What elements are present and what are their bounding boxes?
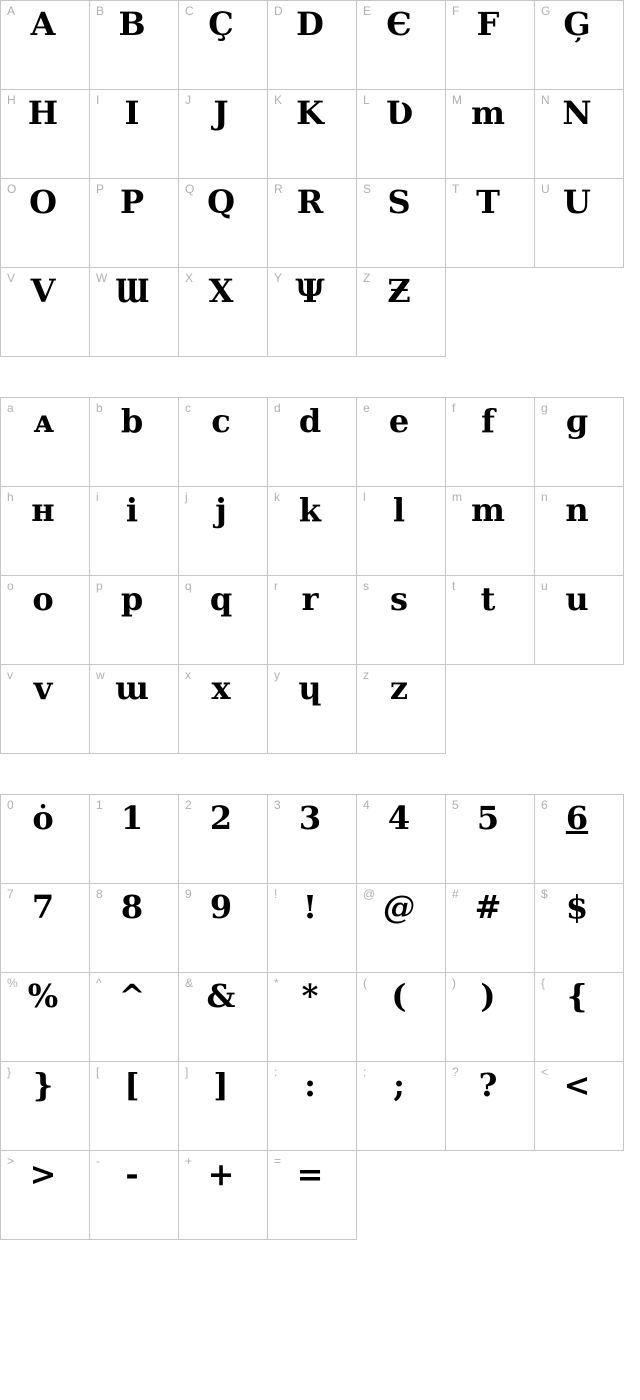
glyph-cell — [445, 486, 535, 576]
glyph-cell — [178, 0, 268, 90]
cell-character-label: c — [185, 401, 191, 415]
cell-character-label: M — [452, 93, 462, 107]
cell-character-label: ^ — [96, 976, 102, 990]
cell-character-label: ( — [363, 976, 367, 990]
cell-glyph: 4 — [387, 799, 411, 837]
cell-glyph: m — [471, 94, 505, 132]
cell-character-label: V — [7, 271, 16, 285]
cell-character-label: D — [274, 4, 283, 18]
cell-character-label: H — [7, 93, 16, 107]
cell-glyph: U — [563, 183, 591, 221]
cell-glyph: > — [29, 1155, 57, 1193]
cell-character-label: i — [96, 490, 99, 504]
glyph-row — [1, 795, 640, 884]
glyph-cell — [356, 575, 446, 665]
cell-character-label: 0 — [7, 798, 14, 812]
cell-character-label: 3 — [274, 798, 281, 812]
cell-character-label: * — [274, 976, 279, 990]
cell-character-label: - — [96, 1154, 100, 1168]
cell-character-label: Y — [274, 271, 283, 285]
glyph-cell — [0, 794, 90, 884]
cell-character-label: w — [96, 668, 105, 682]
glyph-cell — [89, 178, 179, 268]
cell-glyph: = — [296, 1155, 324, 1193]
glyph-cell — [534, 0, 624, 90]
cell-glyph: X — [208, 272, 234, 310]
cell-glyph: Ψ — [295, 272, 325, 310]
cell-glyph: j — [215, 491, 227, 529]
cell-glyph: 7 — [31, 888, 55, 926]
glyph-row — [1, 576, 640, 665]
cell-character-label: T — [452, 182, 460, 196]
cell-character-label: k — [274, 490, 280, 504]
cell-glyph: < — [563, 1066, 591, 1104]
cell-glyph: Q — [207, 183, 235, 221]
cell-character-label: m — [452, 490, 462, 504]
cell-glyph: н — [31, 491, 55, 529]
cell-character-label: 5 — [452, 798, 459, 812]
glyph-cell — [445, 575, 535, 665]
cell-glyph: % — [27, 977, 59, 1015]
glyph-cell — [267, 1150, 357, 1240]
cell-character-label: v — [7, 668, 13, 682]
cell-glyph: 1 — [120, 799, 144, 837]
cell-glyph: v — [33, 669, 53, 707]
cell-character-label: : — [274, 1065, 278, 1079]
glyph-cell — [267, 178, 357, 268]
cell-glyph: } — [32, 1066, 54, 1104]
cell-character-label: N — [541, 93, 550, 107]
cell-character-label: s — [363, 579, 369, 593]
cell-character-label: K — [274, 93, 283, 107]
glyph-cell — [267, 794, 357, 884]
glyph-cell — [356, 794, 446, 884]
cell-glyph: q — [209, 580, 233, 618]
cell-character-label: x — [185, 668, 191, 682]
cell-glyph: 3 — [298, 799, 322, 837]
glyph-cell — [445, 972, 535, 1062]
cell-glyph: t — [480, 580, 496, 618]
glyph-cell — [356, 883, 446, 973]
glyph-cell — [178, 267, 268, 357]
cell-character-label: J — [185, 93, 191, 107]
cell-glyph: Ʋ — [384, 94, 414, 132]
cell-glyph: d — [298, 402, 322, 440]
glyph-cell — [356, 486, 446, 576]
glyph-cell — [0, 1061, 90, 1151]
glyph-row — [1, 398, 640, 487]
cell-character-label: o — [7, 579, 14, 593]
cell-glyph: l — [392, 491, 406, 529]
glyph-cell — [0, 178, 90, 268]
glyph-cell — [534, 1061, 624, 1151]
cell-glyph: B — [118, 5, 146, 43]
glyph-cell — [267, 89, 357, 179]
cell-character-label: y — [274, 668, 280, 682]
glyph-cell — [445, 397, 535, 487]
glyph-cell — [0, 575, 90, 665]
cell-glyph: e — [388, 402, 410, 440]
cell-character-label: t — [452, 579, 456, 593]
cell-glyph: ; — [393, 1066, 405, 1104]
cell-character-label: F — [452, 4, 460, 18]
cell-glyph: V — [30, 272, 56, 310]
cell-glyph: K — [296, 94, 324, 132]
cell-character-label: h — [7, 490, 14, 504]
cell-glyph: F — [476, 5, 500, 43]
cell-character-label: 1 — [96, 798, 103, 812]
cell-glyph: - — [125, 1155, 139, 1193]
cell-character-label: e — [363, 401, 370, 415]
cell-character-label: S — [363, 182, 372, 196]
glyph-row — [1, 884, 640, 973]
cell-glyph: 5 — [476, 799, 500, 837]
cell-character-label: @ — [363, 887, 376, 901]
cell-glyph: [ — [124, 1066, 140, 1104]
glyph-cell — [445, 178, 535, 268]
cell-glyph: Є — [386, 5, 412, 43]
glyph-cell — [89, 486, 179, 576]
glyph-cell — [178, 397, 268, 487]
cell-glyph: ɯ — [115, 669, 149, 707]
cell-character-label: R — [274, 182, 283, 196]
glyph-cell — [0, 1150, 90, 1240]
cell-glyph: 6 — [565, 799, 589, 837]
cell-character-label: B — [96, 4, 105, 18]
cell-glyph: + — [207, 1155, 235, 1193]
cell-glyph: S — [387, 183, 411, 221]
cell-character-label: ! — [274, 887, 278, 901]
glyph-cell — [89, 1061, 179, 1151]
glyph-cell — [0, 267, 90, 357]
cell-character-label: f — [452, 401, 456, 415]
cell-glyph: ! — [302, 888, 318, 926]
cell-glyph: u — [565, 580, 589, 618]
cell-glyph: * — [301, 977, 319, 1015]
cell-glyph: J — [213, 94, 229, 132]
glyph-cell — [356, 0, 446, 90]
cell-character-label: = — [274, 1154, 282, 1168]
cell-glyph: Ç — [208, 5, 234, 43]
cell-glyph: Ģ — [563, 5, 591, 43]
cell-glyph: Ƶ — [387, 272, 411, 310]
cell-character-label: U — [541, 182, 550, 196]
cell-character-label: Q — [185, 182, 195, 196]
cell-character-label: 7 — [7, 887, 14, 901]
glyph-cell — [356, 972, 446, 1062]
glyph-cell — [267, 486, 357, 576]
cell-character-label: l — [363, 490, 366, 504]
cell-glyph: r — [301, 580, 319, 618]
glyph-cell — [534, 397, 624, 487]
glyph-cell — [0, 486, 90, 576]
cell-character-label: 2 — [185, 798, 192, 812]
cell-character-label: [ — [96, 1065, 100, 1079]
glyph-cell — [0, 89, 90, 179]
glyph-cell — [356, 664, 446, 754]
cell-glyph: A — [30, 5, 56, 43]
glyph-table-numbers-and-symbols — [1, 794, 640, 1240]
cell-character-label: a — [7, 401, 14, 415]
glyph-cell — [445, 0, 535, 90]
glyph-cell — [356, 178, 446, 268]
glyph-cell — [0, 883, 90, 973]
glyph-cell — [534, 486, 624, 576]
cell-character-label: C — [185, 4, 194, 18]
glyph-cell — [178, 972, 268, 1062]
glyph-cell — [267, 397, 357, 487]
cell-character-label: I — [96, 93, 100, 107]
cell-character-label: d — [274, 401, 281, 415]
cell-character-label: 9 — [185, 887, 192, 901]
glyph-cell — [0, 0, 90, 90]
glyph-row — [1, 1, 640, 90]
cell-glyph: 9 — [209, 888, 233, 926]
glyph-cell — [89, 794, 179, 884]
glyph-row — [1, 487, 640, 576]
glyph-cell — [178, 1150, 268, 1240]
glyph-cell — [89, 89, 179, 179]
glyph-cell — [267, 575, 357, 665]
glyph-cell — [267, 1061, 357, 1151]
glyph-cell — [534, 575, 624, 665]
glyph-cell — [267, 267, 357, 357]
cell-character-label: u — [541, 579, 548, 593]
cell-glyph: N — [562, 94, 592, 132]
cell-glyph: & — [206, 977, 236, 1015]
cell-character-label: < — [541, 1065, 549, 1079]
cell-character-label: G — [541, 4, 551, 18]
cell-character-label: p — [96, 579, 103, 593]
cell-character-label: r — [274, 579, 278, 593]
cell-character-label: ] — [185, 1065, 189, 1079]
cell-character-label: & — [185, 976, 194, 990]
cell-glyph: 8 — [120, 888, 144, 926]
cell-glyph: ᴀ — [32, 402, 54, 440]
cell-glyph: m — [471, 491, 505, 529]
glyph-cell — [267, 664, 357, 754]
cell-glyph: c — [211, 402, 231, 440]
cell-character-label: E — [363, 4, 372, 18]
glyph-cell — [178, 794, 268, 884]
cell-character-label: n — [541, 490, 548, 504]
glyph-cell — [445, 883, 535, 973]
cell-character-label: 4 — [363, 798, 370, 812]
glyph-cell — [534, 883, 624, 973]
cell-character-label: q — [185, 579, 192, 593]
glyph-cell — [356, 1061, 446, 1151]
glyph-row — [1, 179, 640, 268]
cell-glyph: p — [120, 580, 144, 618]
cell-glyph: T — [476, 183, 500, 221]
glyph-cell — [445, 794, 535, 884]
glyph-cell — [267, 0, 357, 90]
cell-character-label: X — [185, 271, 194, 285]
glyph-cell — [534, 178, 624, 268]
cell-glyph: ? — [478, 1066, 498, 1104]
cell-character-label: % — [7, 976, 18, 990]
glyph-cell — [534, 794, 624, 884]
glyph-cell — [534, 972, 624, 1062]
cell-glyph: D — [296, 5, 324, 43]
glyph-cell — [0, 397, 90, 487]
cell-character-label: > — [7, 1154, 15, 1168]
glyph-cell — [89, 664, 179, 754]
cell-glyph: $ — [565, 888, 589, 926]
glyph-cell — [178, 883, 268, 973]
cell-character-label: 6 — [541, 798, 548, 812]
cell-glyph: ) — [480, 977, 496, 1015]
cell-character-label: z — [363, 668, 369, 682]
cell-character-label: # — [452, 887, 459, 901]
glyph-cell — [178, 486, 268, 576]
cell-character-label: O — [7, 182, 17, 196]
cell-character-label: $ — [541, 887, 548, 901]
glyph-cell — [445, 89, 535, 179]
glyph-cell — [89, 972, 179, 1062]
glyph-table-uppercase-letters — [1, 0, 640, 357]
cell-glyph: : — [304, 1066, 316, 1104]
cell-glyph: n — [565, 491, 589, 529]
cell-character-label: ? — [452, 1065, 459, 1079]
cell-character-label: 8 — [96, 887, 103, 901]
glyph-cell — [356, 267, 446, 357]
glyph-cell — [89, 575, 179, 665]
glyph-cell — [89, 1150, 179, 1240]
cell-character-label: L — [363, 93, 370, 107]
glyph-cell — [178, 178, 268, 268]
cell-glyph: ȯ — [32, 799, 54, 837]
glyph-cell — [178, 1061, 268, 1151]
glyph-cell — [89, 267, 179, 357]
cell-character-label: A — [7, 4, 16, 18]
glyph-cell — [356, 89, 446, 179]
glyph-row — [1, 1151, 640, 1240]
cell-character-label: j — [185, 490, 188, 504]
glyph-cell — [178, 575, 268, 665]
glyph-cell — [534, 89, 624, 179]
cell-glyph: ɥ — [298, 669, 322, 707]
glyph-cell — [445, 1061, 535, 1151]
cell-character-label: ; — [363, 1065, 367, 1079]
glyph-table-lowercase-letters — [1, 397, 640, 754]
cell-character-label: b — [96, 401, 103, 415]
cell-glyph: x — [211, 669, 231, 707]
cell-character-label: P — [96, 182, 105, 196]
glyph-row — [1, 1062, 640, 1151]
cell-glyph: ɡ — [565, 402, 589, 440]
cell-character-label: W — [96, 271, 108, 285]
glyph-row — [1, 90, 640, 179]
glyph-cell — [89, 0, 179, 90]
glyph-cell — [178, 664, 268, 754]
cell-glyph: ( — [391, 977, 407, 1015]
glyph-row — [1, 665, 640, 754]
cell-glyph: O — [29, 183, 57, 221]
glyph-cell — [0, 664, 90, 754]
cell-character-label: Z — [363, 271, 371, 285]
cell-glyph: # — [474, 888, 502, 926]
cell-glyph: R — [296, 183, 324, 221]
cell-glyph: ^ — [118, 977, 146, 1015]
cell-glyph: f — [481, 402, 495, 440]
cell-glyph: Ɯ — [115, 272, 149, 310]
cell-glyph: i — [125, 491, 139, 529]
cell-glyph: H — [27, 94, 59, 132]
glyph-cell — [89, 397, 179, 487]
cell-glyph: b — [120, 402, 144, 440]
cell-glyph: @ — [383, 888, 415, 926]
glyph-row — [1, 268, 640, 357]
cell-glyph: ] — [213, 1066, 229, 1104]
cell-character-label: } — [7, 1065, 12, 1079]
cell-glyph: s — [389, 580, 408, 618]
cell-glyph: P — [119, 183, 145, 221]
cell-glyph: k — [298, 491, 322, 529]
cell-glyph: 2 — [209, 799, 233, 837]
cell-character-label: ) — [452, 976, 456, 990]
cell-glyph: { — [566, 977, 588, 1015]
glyph-cell — [89, 883, 179, 973]
glyph-cell — [356, 397, 446, 487]
cell-glyph: o — [32, 580, 54, 618]
glyph-cell — [267, 883, 357, 973]
cell-character-label: { — [541, 976, 546, 990]
cell-glyph: z — [389, 669, 409, 707]
cell-glyph: I — [124, 94, 140, 132]
glyph-cell — [0, 972, 90, 1062]
glyph-cell — [178, 89, 268, 179]
glyph-row — [1, 973, 640, 1062]
cell-character-label: + — [185, 1154, 193, 1168]
glyph-cell — [267, 972, 357, 1062]
cell-character-label: g — [541, 401, 548, 415]
